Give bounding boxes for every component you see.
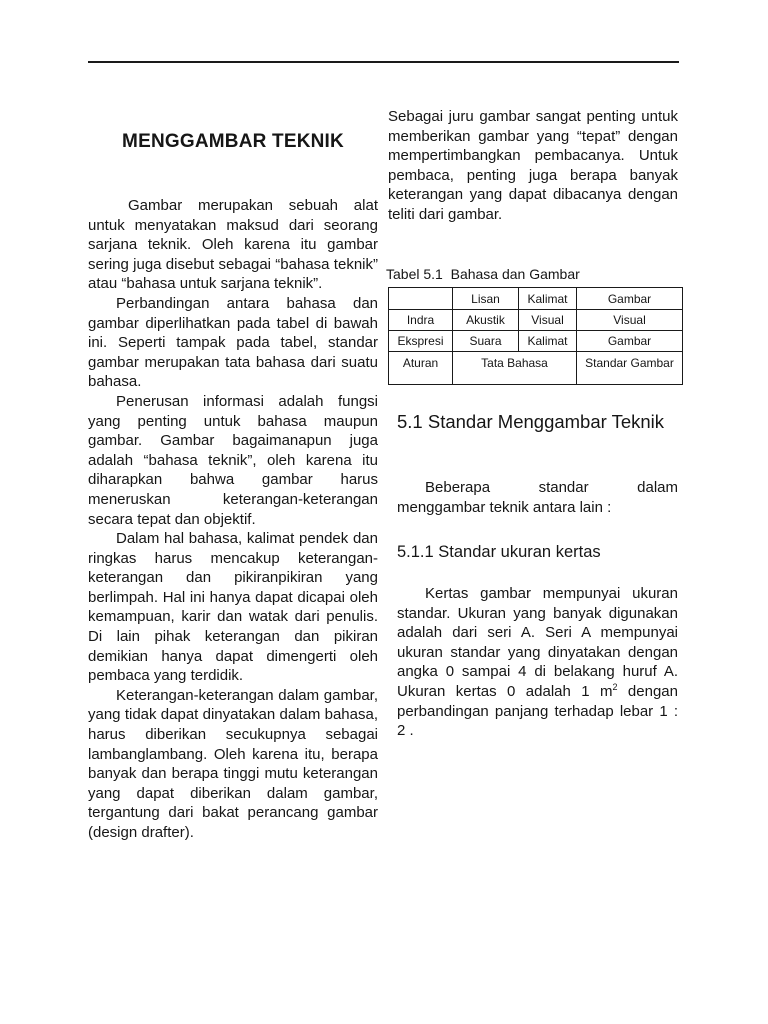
table-row (389, 352, 683, 385)
section-intro: Beberapa standar dalam menggambar teknik antara lain : (397, 479, 678, 516)
subsection-block (397, 584, 678, 741)
table-cell-merged: Tata Bahasa (453, 352, 577, 385)
table-cell: Lisan (453, 288, 519, 310)
table-cell: Akustik (453, 310, 519, 331)
paragraph-1: Gambar merupakan sebuah alat untuk menyatakan maksud dari seorang sarjana teknik. Oleh karena itu gambar sering juga disebut sebagai “bahasa teknik” atau “bahasa untuk sarjana teknik”. (88, 197, 378, 293)
table-cell: Indra (389, 310, 453, 331)
paragraph-ukuran-kertas (397, 584, 678, 741)
table-cell: Visual (577, 310, 683, 331)
page-title: MENGGAMBAR TEKNIK (122, 131, 344, 152)
table-cell: Suara (453, 331, 519, 352)
superscript: 2 (612, 681, 618, 692)
table-cell: Standar Gambar (577, 352, 683, 385)
table-row (389, 310, 683, 331)
paragraph-3: Penerusan informasi adalah fungsi yang penting untuk bahasa maupun gambar. Gambar bagaimanapun juga adalah “bahasa teknik”, oleh karena itu diharapkan bahwa gambar harus meneruskan keterangan-keterangan secara tepat dan objektif. (88, 392, 378, 528)
table-cell: Gambar (577, 288, 683, 310)
section-heading: 5.1 Standar Menggambar Teknik (397, 411, 665, 432)
table-row (389, 331, 683, 352)
table-caption: Tabel 5.1 Bahasa dan Gambar (386, 266, 580, 282)
paragraph-4: Dalam hal bahasa, kalimat pendek dan ringkas harus mencakup keterangan-keterangan dan pikiranpikiran yang berlimpah. Hal ini hanya dapat dicapai oleh kemampuan, karir dan watak dari penulis. Di lain pihak keterangan dan pikiran demikian hanya dapat dimengerti oleh pembaca yang terdidik. (88, 530, 378, 685)
right-column-intro (388, 107, 678, 225)
paragraph-text: Kertas gambar mempunyai ukuran standar. Ukuran yang banyak digunakan adalah dari seri A. Seri A mempunyai ukuran standar yang dinyatakan dengan angka 0 sampai 4 di belakang huruf A. Ukuran kertas 0 adalah 1 m (397, 585, 678, 700)
table-cell: Aturan (389, 352, 453, 385)
table-cell: Ekspresi (389, 331, 453, 352)
paragraph-5: Keterangan-keterangan dalam gambar, yang tidak dapat dinyatakan dalam bahasa, harus diberikan secukupnya sebagai lambanglambang. Oleh karena itu, berapa banyak dan berapa tinggi mutu keterangan yang dapat diberikan dalam gambar, tergantung dari bakat perancang gambar (design drafter). (88, 686, 378, 841)
table-cell: Kalimat (519, 331, 577, 352)
paragraph-2: Perbandingan antara bahasa dan gambar diperlihatkan pada tabel di bawah ini. Seperti tampak pada tabel, standar gambar merupakan tata bahasa dari suatu bahasa. (88, 294, 378, 391)
top-rule (88, 61, 679, 63)
table-cell: Kalimat (519, 288, 577, 310)
paragraph-text: dengan perbandingan panjang terhadap lebar 1 : 2 . (397, 682, 678, 740)
table-cell (389, 288, 453, 310)
section-intro-block (397, 478, 678, 517)
table-cell: Visual (519, 310, 577, 331)
table-cell: Gambar (577, 331, 683, 352)
subsection-heading: 5.1.1 Standar ukuran kertas (397, 543, 601, 561)
paragraph-juru-gambar: Sebagai juru gambar sangat penting untuk memberikan gambar yang “tepat” dengan mempertimbangkan pembacanya. Untuk pembaca, penting juga berapa banyak keterangan yang dapat dibacanya dengan teliti dari gambar. (388, 108, 678, 223)
table-header-row (389, 288, 683, 310)
comparison-table (388, 287, 683, 385)
left-column (88, 196, 378, 843)
